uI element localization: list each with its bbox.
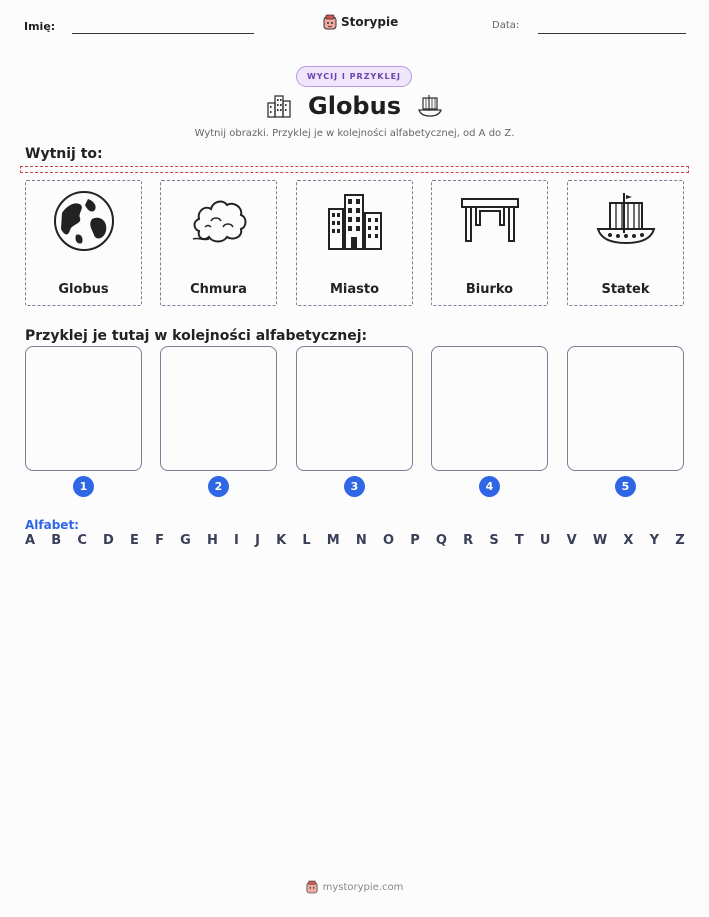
alphabet-letter: J [255,533,260,548]
alphabet-letter: F [155,533,164,548]
slot-number-badge: 4 [479,476,500,497]
alphabet-letter: C [77,533,87,548]
alphabet-letter: H [206,533,218,548]
city-icon [325,191,385,251]
alphabet-heading: Alfabet: [25,518,79,532]
slot-number-badge: 5 [615,476,636,497]
alphabet-letter: X [623,533,634,548]
city-icon [266,93,292,119]
alphabet-letter: Y [649,533,660,548]
alphabet-letter: K [276,533,287,548]
alphabet-letter: P [410,533,420,548]
title-row [0,92,709,120]
card-label: Miasto [329,282,380,297]
alphabet-letter: D [103,533,114,548]
storypie-mascot-icon [306,880,318,894]
cut-line [20,166,689,173]
name-label: Imię: [24,20,56,33]
card-label: Biurko [465,282,514,297]
card-label: Chmura [190,282,247,297]
ship-icon [596,191,656,251]
slot-number-badge: 1 [73,476,94,497]
activity-badge: WYCIJ I PRZYKLEJ [296,66,412,87]
alphabet-letter: N [355,533,367,548]
cut-card-statek[interactable] [567,180,684,306]
footer-site[interactable]: mystorypie.com [322,881,404,893]
card-label: Globus [58,282,109,297]
alphabet-letter: B [51,533,62,548]
ship-icon [417,93,443,119]
alphabet-letter: S [489,533,499,548]
globe-icon [54,191,114,251]
paste-slot-1[interactable] [25,346,142,471]
alphabet-letter: W [592,533,608,548]
alphabet-letter: Q [435,533,447,548]
alphabet-letter: A [25,533,36,548]
alphabet-row [25,533,685,548]
alphabet-letter: V [566,533,577,548]
cut-card-miasto[interactable] [296,180,413,306]
cut-card-chmura[interactable] [160,180,277,306]
alphabet-letter: L [302,533,311,548]
alphabet-letter: Z [675,533,685,548]
paste-slot-5[interactable] [567,346,684,471]
alphabet-letter: M [326,533,340,548]
paste-slot-2[interactable] [160,346,277,471]
alphabet-letter: R [463,533,474,548]
cloud-icon [189,191,249,251]
instructions-text: Wytnij obrazki. Przyklej je w kolejności alfabetycznej, od A do Z. [194,128,515,139]
storypie-mascot-icon [323,14,337,30]
name-field-line[interactable] [72,33,254,34]
card-label: Statek [601,282,650,297]
slot-number-badge: 2 [208,476,229,497]
paste-slot-3[interactable] [296,346,413,471]
desk-icon [460,191,520,251]
brand-logo [323,14,398,30]
paste-slot-4[interactable] [431,346,548,471]
date-field-line[interactable] [538,33,686,34]
alphabet-letter: T [514,533,524,548]
cut-heading: Wytnij to: [25,146,103,162]
paste-heading: Przyklej je tutaj w kolejności alfabetycznej: [25,328,368,344]
alphabet-letter: U [539,533,551,548]
alphabet-letter: G [180,533,191,548]
alphabet-letter: I [234,533,239,548]
brand-name: Storypie [341,15,399,29]
date-label: Data: [492,20,520,31]
alphabet-letter: O [382,533,395,548]
cut-card-globus[interactable] [25,180,142,306]
page-title: Globus [308,92,401,120]
slot-number-badge: 3 [344,476,365,497]
cut-card-biurko[interactable] [431,180,548,306]
alphabet-letter: E [130,533,139,548]
footer [0,880,709,894]
